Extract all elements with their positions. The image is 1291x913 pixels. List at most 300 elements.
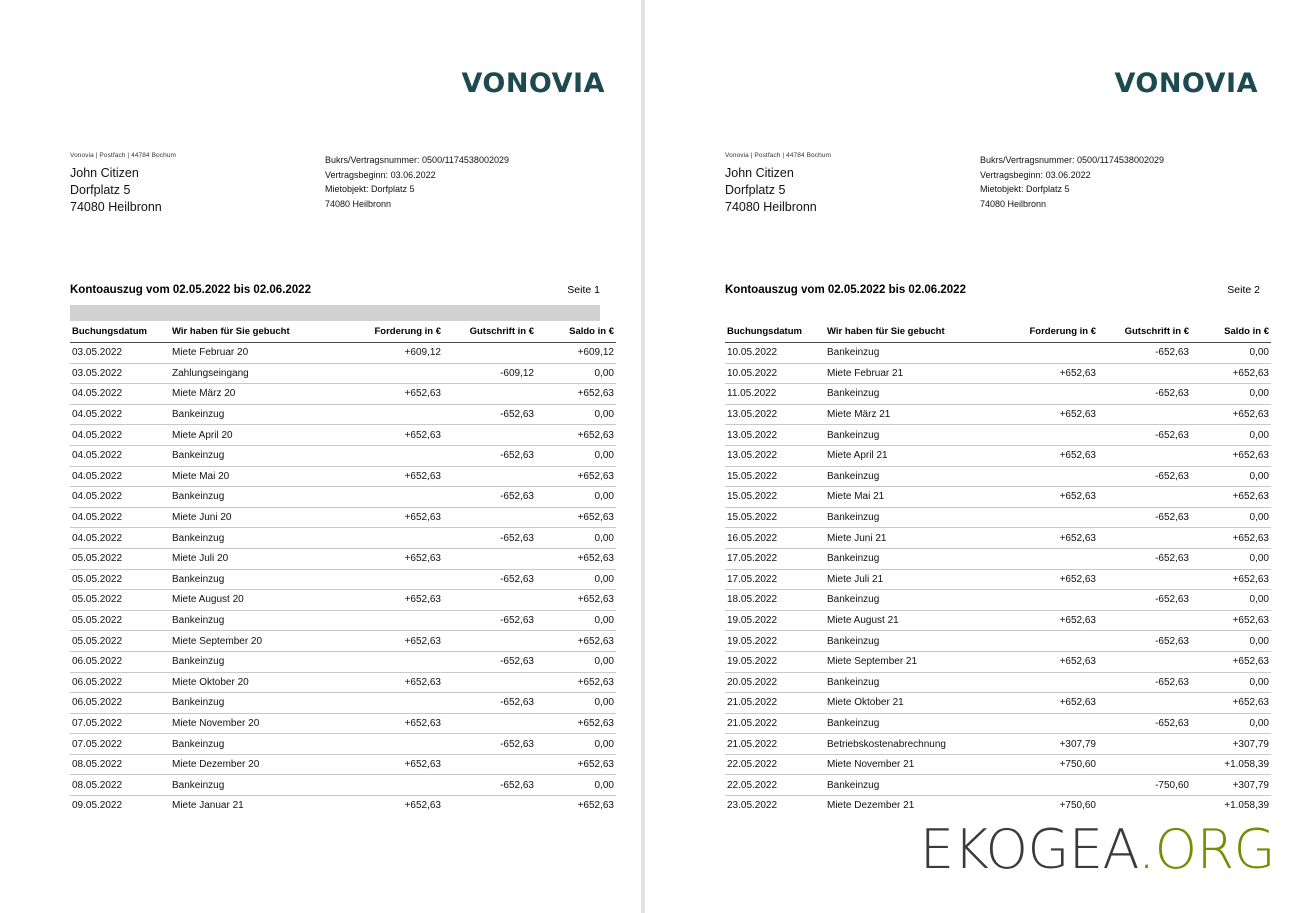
table-row xyxy=(70,672,616,693)
cell-claim-amount xyxy=(1002,548,1100,569)
cell-description: Bankeinzug xyxy=(823,631,1002,652)
cell-balance-amount: 0,00 xyxy=(1193,343,1271,364)
cell-balance-amount: +652,63 xyxy=(538,384,616,405)
cell-booking-date: 20.05.2022 xyxy=(725,672,823,693)
cell-balance-amount: +652,63 xyxy=(538,672,616,693)
letterhead-meta-row-page-2 xyxy=(725,152,1291,216)
cell-claim-amount xyxy=(1002,775,1100,796)
table-row xyxy=(725,651,1271,672)
cell-claim-amount xyxy=(1002,590,1100,611)
cell-credit-amount xyxy=(445,713,538,734)
vonovia-logo: VONOVIA xyxy=(1114,68,1258,99)
watermark-name-text: EKOGEA xyxy=(919,818,1138,881)
cell-booking-date: 03.05.2022 xyxy=(70,343,168,364)
table-row xyxy=(725,631,1271,652)
cell-claim-amount xyxy=(347,363,445,384)
cell-balance-amount: +652,63 xyxy=(538,425,616,446)
cell-description: Bankeinzug xyxy=(168,651,347,672)
ekogea-watermark xyxy=(920,818,1275,881)
cell-booking-date: 21.05.2022 xyxy=(725,713,823,734)
rental-object-label: Mietobjekt: xyxy=(980,184,1024,194)
cell-booking-date: 11.05.2022 xyxy=(725,384,823,405)
cell-balance-amount: +652,63 xyxy=(577,800,614,812)
rental-object-city: 74080 Heilbronn xyxy=(325,198,392,209)
page-divider xyxy=(641,0,645,913)
table-row xyxy=(70,651,616,672)
table-row xyxy=(725,610,1271,631)
cell-booking-date: 03.05.2022 xyxy=(70,363,168,384)
table-row xyxy=(725,590,1271,611)
cell-booking-date: 05.05.2022 xyxy=(70,569,168,590)
cell-claim-amount: +652,63 xyxy=(347,425,445,446)
cell-credit-amount: -609,12 xyxy=(445,363,538,384)
cell-credit-amount: -652,63 xyxy=(445,734,538,755)
cell-credit-amount xyxy=(445,548,538,569)
cell-claim-amount: +652,63 xyxy=(1002,610,1100,631)
cell-description: Miete April 21 xyxy=(823,445,1002,466)
cell-balance-amount: 0,00 xyxy=(538,775,616,796)
cell-description: Miete Februar 21 xyxy=(823,363,1002,384)
cell-description: Miete Juni 21 xyxy=(823,528,1002,549)
cell-credit-amount: -652,63 xyxy=(1100,631,1193,652)
cell-claim-amount xyxy=(1002,425,1100,446)
table-row xyxy=(70,445,616,466)
cell-booking-date: 07.05.2022 xyxy=(70,713,168,734)
cell-credit-amount: -652,63 xyxy=(445,569,538,590)
cell-booking-date: 04.05.2022 xyxy=(70,404,168,425)
cell-claim-amount xyxy=(347,775,445,796)
cell-claim-amount xyxy=(347,734,445,755)
cell-balance-amount: +307,79 xyxy=(1193,775,1271,796)
cell-claim-amount: +652,63 xyxy=(1002,404,1100,425)
cell-claim-amount: +652,63 xyxy=(347,507,445,528)
cell-balance-amount: 0,00 xyxy=(1193,631,1271,652)
cell-credit-amount: -652,63 xyxy=(1100,384,1193,405)
cell-credit-amount: -652,63 xyxy=(1100,343,1193,364)
cell-description: Miete Oktober 21 xyxy=(823,693,1002,714)
cell-balance-amount: 0,00 xyxy=(538,528,616,549)
col-header-claim: Forderung in € xyxy=(1002,321,1100,343)
cell-credit-amount: -652,63 xyxy=(445,404,538,425)
cell-booking-date: 04.05.2022 xyxy=(70,445,168,466)
cell-balance-amount: 0,00 xyxy=(1193,672,1271,693)
cell-description: Miete März 21 xyxy=(823,404,1002,425)
cell-balance-amount: 0,00 xyxy=(538,693,616,714)
cell-credit-amount: -652,63 xyxy=(1100,590,1193,611)
rental-object-value: Dorfplatz 5 xyxy=(1026,184,1070,194)
rental-object-label: Mietobjekt: xyxy=(325,184,369,194)
cell-claim-amount: +652,63 xyxy=(404,800,441,812)
cell-balance-amount: +652,63 xyxy=(538,631,616,652)
cell-booking-date: 05.05.2022 xyxy=(70,631,168,652)
table-row xyxy=(70,487,616,508)
table-row xyxy=(725,445,1271,466)
cell-claim-amount: +652,63 xyxy=(347,631,445,652)
table-row xyxy=(70,734,616,755)
table-row xyxy=(70,548,616,569)
cell-balance-amount: 0,00 xyxy=(538,610,616,631)
col-header-credit: Gutschrift in € xyxy=(1100,321,1193,343)
table-row xyxy=(70,713,616,734)
cell-description: Bankeinzug xyxy=(823,425,1002,446)
statement-heading-page-2 xyxy=(725,284,1260,296)
cell-booking-date: 10.05.2022 xyxy=(725,363,823,384)
table-grey-band xyxy=(70,305,600,321)
cell-claim-amount xyxy=(347,693,445,714)
table-row xyxy=(725,713,1271,734)
table-row xyxy=(725,404,1271,425)
cell-booking-date: 04.05.2022 xyxy=(70,528,168,549)
cell-booking-date: 13.05.2022 xyxy=(725,445,823,466)
cell-description: Miete Februar 20 xyxy=(168,343,347,364)
table-row xyxy=(70,507,616,528)
cell-claim-amount xyxy=(1002,631,1100,652)
cell-booking-date: 15.05.2022 xyxy=(725,507,823,528)
cell-credit-amount: -652,63 xyxy=(445,487,538,508)
cell-credit-amount: -652,63 xyxy=(445,610,538,631)
cell-description: Miete Dezember 21 xyxy=(827,800,915,812)
contract-number-value: 0500/1174538002029 xyxy=(422,155,509,165)
cell-claim-amount: +652,63 xyxy=(347,672,445,693)
document-page-1 xyxy=(0,0,643,913)
cell-claim-amount: +652,63 xyxy=(1002,487,1100,508)
recipient-city: 74080 Heilbronn xyxy=(725,200,817,214)
cell-balance-amount: 0,00 xyxy=(1193,548,1271,569)
cell-booking-date: 21.05.2022 xyxy=(725,693,823,714)
page-number-label: Seite 2 xyxy=(1227,284,1260,296)
cell-balance-amount: 0,00 xyxy=(538,404,616,425)
recipient-street: Dorfplatz 5 xyxy=(70,183,131,197)
cell-balance-amount: 0,00 xyxy=(538,363,616,384)
cell-claim-amount xyxy=(347,445,445,466)
cell-balance-amount: +652,63 xyxy=(1193,528,1271,549)
cell-booking-date: 04.05.2022 xyxy=(70,384,168,405)
cell-claim-amount: +652,63 xyxy=(1002,651,1100,672)
cell-description: Bankeinzug xyxy=(823,775,1002,796)
cell-balance-amount: 0,00 xyxy=(538,487,616,508)
table-row xyxy=(725,343,1271,364)
cell-credit-amount: -652,63 xyxy=(445,445,538,466)
cell-description: Miete April 20 xyxy=(168,425,347,446)
cell-balance-amount: +652,63 xyxy=(1193,610,1271,631)
cell-balance-amount: 0,00 xyxy=(538,734,616,755)
cell-balance-amount: 0,00 xyxy=(1193,590,1271,611)
cell-description: Miete September 21 xyxy=(823,651,1002,672)
cell-balance-amount: 0,00 xyxy=(538,445,616,466)
cell-booking-date: 19.05.2022 xyxy=(725,631,823,652)
cell-description: Miete Mai 21 xyxy=(823,487,1002,508)
table-row xyxy=(725,672,1271,693)
cell-description: Miete September 20 xyxy=(168,631,347,652)
cell-description: Miete Juli 21 xyxy=(823,569,1002,590)
table-row xyxy=(70,466,616,487)
table-row xyxy=(725,384,1271,405)
cell-credit-amount xyxy=(445,384,538,405)
sender-return-line: Vonovia | Postfach | 44784 Bochum xyxy=(725,152,832,159)
vonovia-logo: VONOVIA xyxy=(461,68,605,99)
cell-balance-amount: +652,63 xyxy=(538,507,616,528)
cell-balance-amount: 0,00 xyxy=(538,651,616,672)
contract-details-block xyxy=(325,152,509,216)
cell-balance-amount: 0,00 xyxy=(1193,466,1271,487)
cell-credit-amount: -652,63 xyxy=(1100,548,1193,569)
cell-description: Miete Mai 20 xyxy=(168,466,347,487)
col-header-description: Wir haben für Sie gebucht xyxy=(168,321,347,343)
cell-claim-amount: +652,63 xyxy=(347,713,445,734)
cell-balance-amount: +652,63 xyxy=(1193,363,1271,384)
contract-details-block xyxy=(980,152,1164,216)
cell-credit-amount: -652,63 xyxy=(445,651,538,672)
col-header-date: Buchungsdatum xyxy=(725,321,823,343)
cell-claim-amount xyxy=(1002,343,1100,364)
ledger-table-wrapper-page-2 xyxy=(725,305,1269,816)
cell-booking-date: 06.05.2022 xyxy=(70,672,168,693)
cell-booking-date: 04.05.2022 xyxy=(70,507,168,528)
cell-claim-amount xyxy=(347,651,445,672)
cell-credit-amount xyxy=(445,425,538,446)
cell-credit-amount xyxy=(1100,528,1193,549)
cell-description: Bankeinzug xyxy=(823,590,1002,611)
contract-number-label: Bukrs/Vertragsnummer: xyxy=(325,155,420,165)
table-row xyxy=(70,796,616,816)
cell-claim-amount: +652,63 xyxy=(347,590,445,611)
cell-description: Bankeinzug xyxy=(823,672,1002,693)
cell-booking-date: 06.05.2022 xyxy=(70,651,168,672)
cell-credit-amount xyxy=(1100,693,1193,714)
contract-start-line xyxy=(325,168,509,183)
cell-description: Miete August 20 xyxy=(168,590,347,611)
cell-claim-amount: +652,63 xyxy=(347,466,445,487)
cell-credit-amount xyxy=(1100,487,1193,508)
cell-booking-date: 09.05.2022 xyxy=(72,800,123,812)
table-grey-band xyxy=(725,305,1260,321)
cell-booking-date: 10.05.2022 xyxy=(725,343,823,364)
cell-booking-date: 17.05.2022 xyxy=(725,569,823,590)
cell-claim-amount xyxy=(347,610,445,631)
table-row xyxy=(70,775,616,796)
rental-object-line xyxy=(325,182,509,197)
cell-claim-amount xyxy=(347,487,445,508)
cell-claim-amount: +750,60 xyxy=(1059,800,1096,812)
cell-description: Miete Juli 20 xyxy=(168,548,347,569)
cell-balance-amount: +652,63 xyxy=(1193,445,1271,466)
cell-credit-amount xyxy=(445,507,538,528)
cell-claim-amount: +652,63 xyxy=(347,384,445,405)
cell-credit-amount xyxy=(445,343,538,364)
table-row xyxy=(70,528,616,549)
cell-claim-amount xyxy=(347,569,445,590)
cell-credit-amount xyxy=(1100,796,1193,816)
cell-credit-amount xyxy=(1100,404,1193,425)
cell-claim-amount xyxy=(347,404,445,425)
table-row xyxy=(70,754,616,775)
table-row xyxy=(70,404,616,425)
cell-credit-amount: -652,63 xyxy=(445,693,538,714)
table-row xyxy=(70,384,616,405)
contract-number-line xyxy=(325,153,509,168)
cell-credit-amount xyxy=(445,754,538,775)
cell-balance-amount: 0,00 xyxy=(1193,384,1271,405)
cell-description: Bankeinzug xyxy=(168,610,347,631)
ledger-table-body-page-1 xyxy=(70,343,616,816)
table-row xyxy=(70,610,616,631)
cell-booking-date: 18.05.2022 xyxy=(725,590,823,611)
cell-balance-amount: +652,63 xyxy=(538,754,616,775)
cell-credit-amount: -652,63 xyxy=(1100,672,1193,693)
cell-credit-amount xyxy=(445,796,538,816)
table-row xyxy=(725,528,1271,549)
cell-description: Miete Januar 21 xyxy=(172,800,244,812)
cell-claim-amount xyxy=(347,528,445,549)
contract-number-value: 0500/1174538002029 xyxy=(1077,155,1164,165)
table-row xyxy=(70,590,616,611)
cell-booking-date: 19.05.2022 xyxy=(725,610,823,631)
table-row xyxy=(725,796,1271,816)
letterhead-meta-row-page-1 xyxy=(70,152,713,216)
cell-credit-amount: -652,63 xyxy=(1100,466,1193,487)
cell-booking-date: 04.05.2022 xyxy=(70,466,168,487)
cell-balance-amount: +1.058,39 xyxy=(1193,754,1271,775)
table-header-row xyxy=(70,321,616,343)
cell-description: Bankeinzug xyxy=(168,693,347,714)
recipient-city: 74080 Heilbronn xyxy=(70,200,162,214)
cell-description: Bankeinzug xyxy=(168,569,347,590)
watermark-tld-text: .ORG xyxy=(1137,818,1275,881)
contract-number-line xyxy=(980,153,1164,168)
cell-claim-amount: +652,63 xyxy=(1002,363,1100,384)
cell-balance-amount: +1.058,39 xyxy=(1224,800,1269,812)
cell-credit-amount: -652,63 xyxy=(1100,425,1193,446)
cell-booking-date: 15.05.2022 xyxy=(725,487,823,508)
rental-object-line xyxy=(980,182,1164,197)
cell-booking-date: 07.05.2022 xyxy=(70,734,168,755)
cell-credit-amount xyxy=(1100,754,1193,775)
cell-claim-amount xyxy=(1002,507,1100,528)
table-row xyxy=(725,363,1271,384)
ledger-table-head xyxy=(725,321,1271,343)
statement-heading-page-1 xyxy=(70,284,600,296)
cell-credit-amount xyxy=(445,672,538,693)
cell-booking-date: 04.05.2022 xyxy=(70,487,168,508)
rental-object-city: 74080 Heilbronn xyxy=(980,198,1047,209)
cell-description: Miete Juni 20 xyxy=(168,507,347,528)
cell-description: Miete November 20 xyxy=(168,713,347,734)
table-header-row xyxy=(725,321,1271,343)
cell-balance-amount: +652,63 xyxy=(1193,569,1271,590)
cell-credit-amount xyxy=(445,466,538,487)
cell-booking-date: 08.05.2022 xyxy=(70,754,168,775)
sender-return-line: Vonovia | Postfach | 44784 Bochum xyxy=(70,152,177,159)
cell-balance-amount: +652,63 xyxy=(1193,651,1271,672)
cell-claim-amount: +750,60 xyxy=(1002,754,1100,775)
cell-description: Bankeinzug xyxy=(168,528,347,549)
cell-description: Bankeinzug xyxy=(168,734,347,755)
table-row xyxy=(725,487,1271,508)
cell-balance-amount: +609,12 xyxy=(538,343,616,364)
cell-claim-amount xyxy=(1002,466,1100,487)
contract-start-value: 03.06.2022 xyxy=(390,169,436,180)
cell-credit-amount: -652,63 xyxy=(445,528,538,549)
cell-credit-amount xyxy=(445,590,538,611)
recipient-name: John Citizen xyxy=(70,166,139,180)
cell-claim-amount: +652,63 xyxy=(1002,528,1100,549)
cell-claim-amount xyxy=(1002,384,1100,405)
cell-booking-date: 05.05.2022 xyxy=(70,610,168,631)
page-number-label: Seite 1 xyxy=(567,284,600,296)
table-row xyxy=(725,425,1271,446)
cell-booking-date: 19.05.2022 xyxy=(725,651,823,672)
cell-balance-amount: +652,63 xyxy=(538,590,616,611)
cell-booking-date: 05.05.2022 xyxy=(70,590,168,611)
table-row xyxy=(725,775,1271,796)
cell-booking-date: 17.05.2022 xyxy=(725,548,823,569)
cell-claim-amount: +307,79 xyxy=(1002,734,1100,755)
cell-description: Bankeinzug xyxy=(823,713,1002,734)
cell-description: Bankeinzug xyxy=(823,548,1002,569)
col-header-description: Wir haben für Sie gebucht xyxy=(823,321,1002,343)
ledger-table-page-2 xyxy=(725,321,1271,816)
col-header-balance: Saldo in € xyxy=(1193,321,1271,343)
cell-balance-amount: +652,63 xyxy=(1193,487,1271,508)
cell-balance-amount: +652,63 xyxy=(538,713,616,734)
cell-claim-amount: +652,63 xyxy=(347,548,445,569)
cell-description: Miete November 21 xyxy=(823,754,1002,775)
cell-description: Bankeinzug xyxy=(168,404,347,425)
table-row xyxy=(725,466,1271,487)
cell-description: Miete August 21 xyxy=(823,610,1002,631)
cell-booking-date: 22.05.2022 xyxy=(725,754,823,775)
cell-booking-date: 04.05.2022 xyxy=(70,425,168,446)
cell-booking-date: 06.05.2022 xyxy=(70,693,168,714)
cell-credit-amount xyxy=(1100,651,1193,672)
contract-start-label: Vertragsbeginn: xyxy=(980,169,1044,180)
table-row xyxy=(725,507,1271,528)
cell-description: Bankeinzug xyxy=(168,775,347,796)
cell-credit-amount xyxy=(445,631,538,652)
table-row xyxy=(70,693,616,714)
ledger-table-page-1 xyxy=(70,321,616,816)
cell-description: Zahlungseingang xyxy=(168,363,347,384)
cell-credit-amount xyxy=(1100,569,1193,590)
cell-balance-amount: +652,63 xyxy=(538,548,616,569)
ledger-table-wrapper-page-1 xyxy=(70,305,614,816)
table-row xyxy=(70,343,616,364)
statement-title: Kontoauszug vom 02.05.2022 bis 02.06.2022 xyxy=(725,284,966,296)
cell-credit-amount: -652,63 xyxy=(445,775,538,796)
rental-object-value: Dorfplatz 5 xyxy=(371,184,415,194)
cell-booking-date: 13.05.2022 xyxy=(725,404,823,425)
cell-booking-date: 22.05.2022 xyxy=(725,775,823,796)
cell-booking-date: 13.05.2022 xyxy=(725,425,823,446)
cell-booking-date: 23.05.2022 xyxy=(727,800,778,812)
cell-claim-amount xyxy=(1002,672,1100,693)
cell-claim-amount: +652,63 xyxy=(1002,693,1100,714)
cell-balance-amount: 0,00 xyxy=(538,569,616,590)
ledger-table-head xyxy=(70,321,616,343)
recipient-name: John Citizen xyxy=(725,166,794,180)
cell-description: Bankeinzug xyxy=(168,487,347,508)
cell-credit-amount xyxy=(1100,610,1193,631)
cell-claim-amount: +609,12 xyxy=(347,343,445,364)
contract-start-line xyxy=(980,168,1164,183)
recipient-address-block xyxy=(70,152,325,216)
cell-credit-amount xyxy=(1100,445,1193,466)
cell-credit-amount: -652,63 xyxy=(1100,713,1193,734)
ledger-table-body-page-2 xyxy=(725,343,1271,816)
table-row xyxy=(70,425,616,446)
cell-credit-amount xyxy=(1100,363,1193,384)
cell-credit-amount: -652,63 xyxy=(1100,507,1193,528)
